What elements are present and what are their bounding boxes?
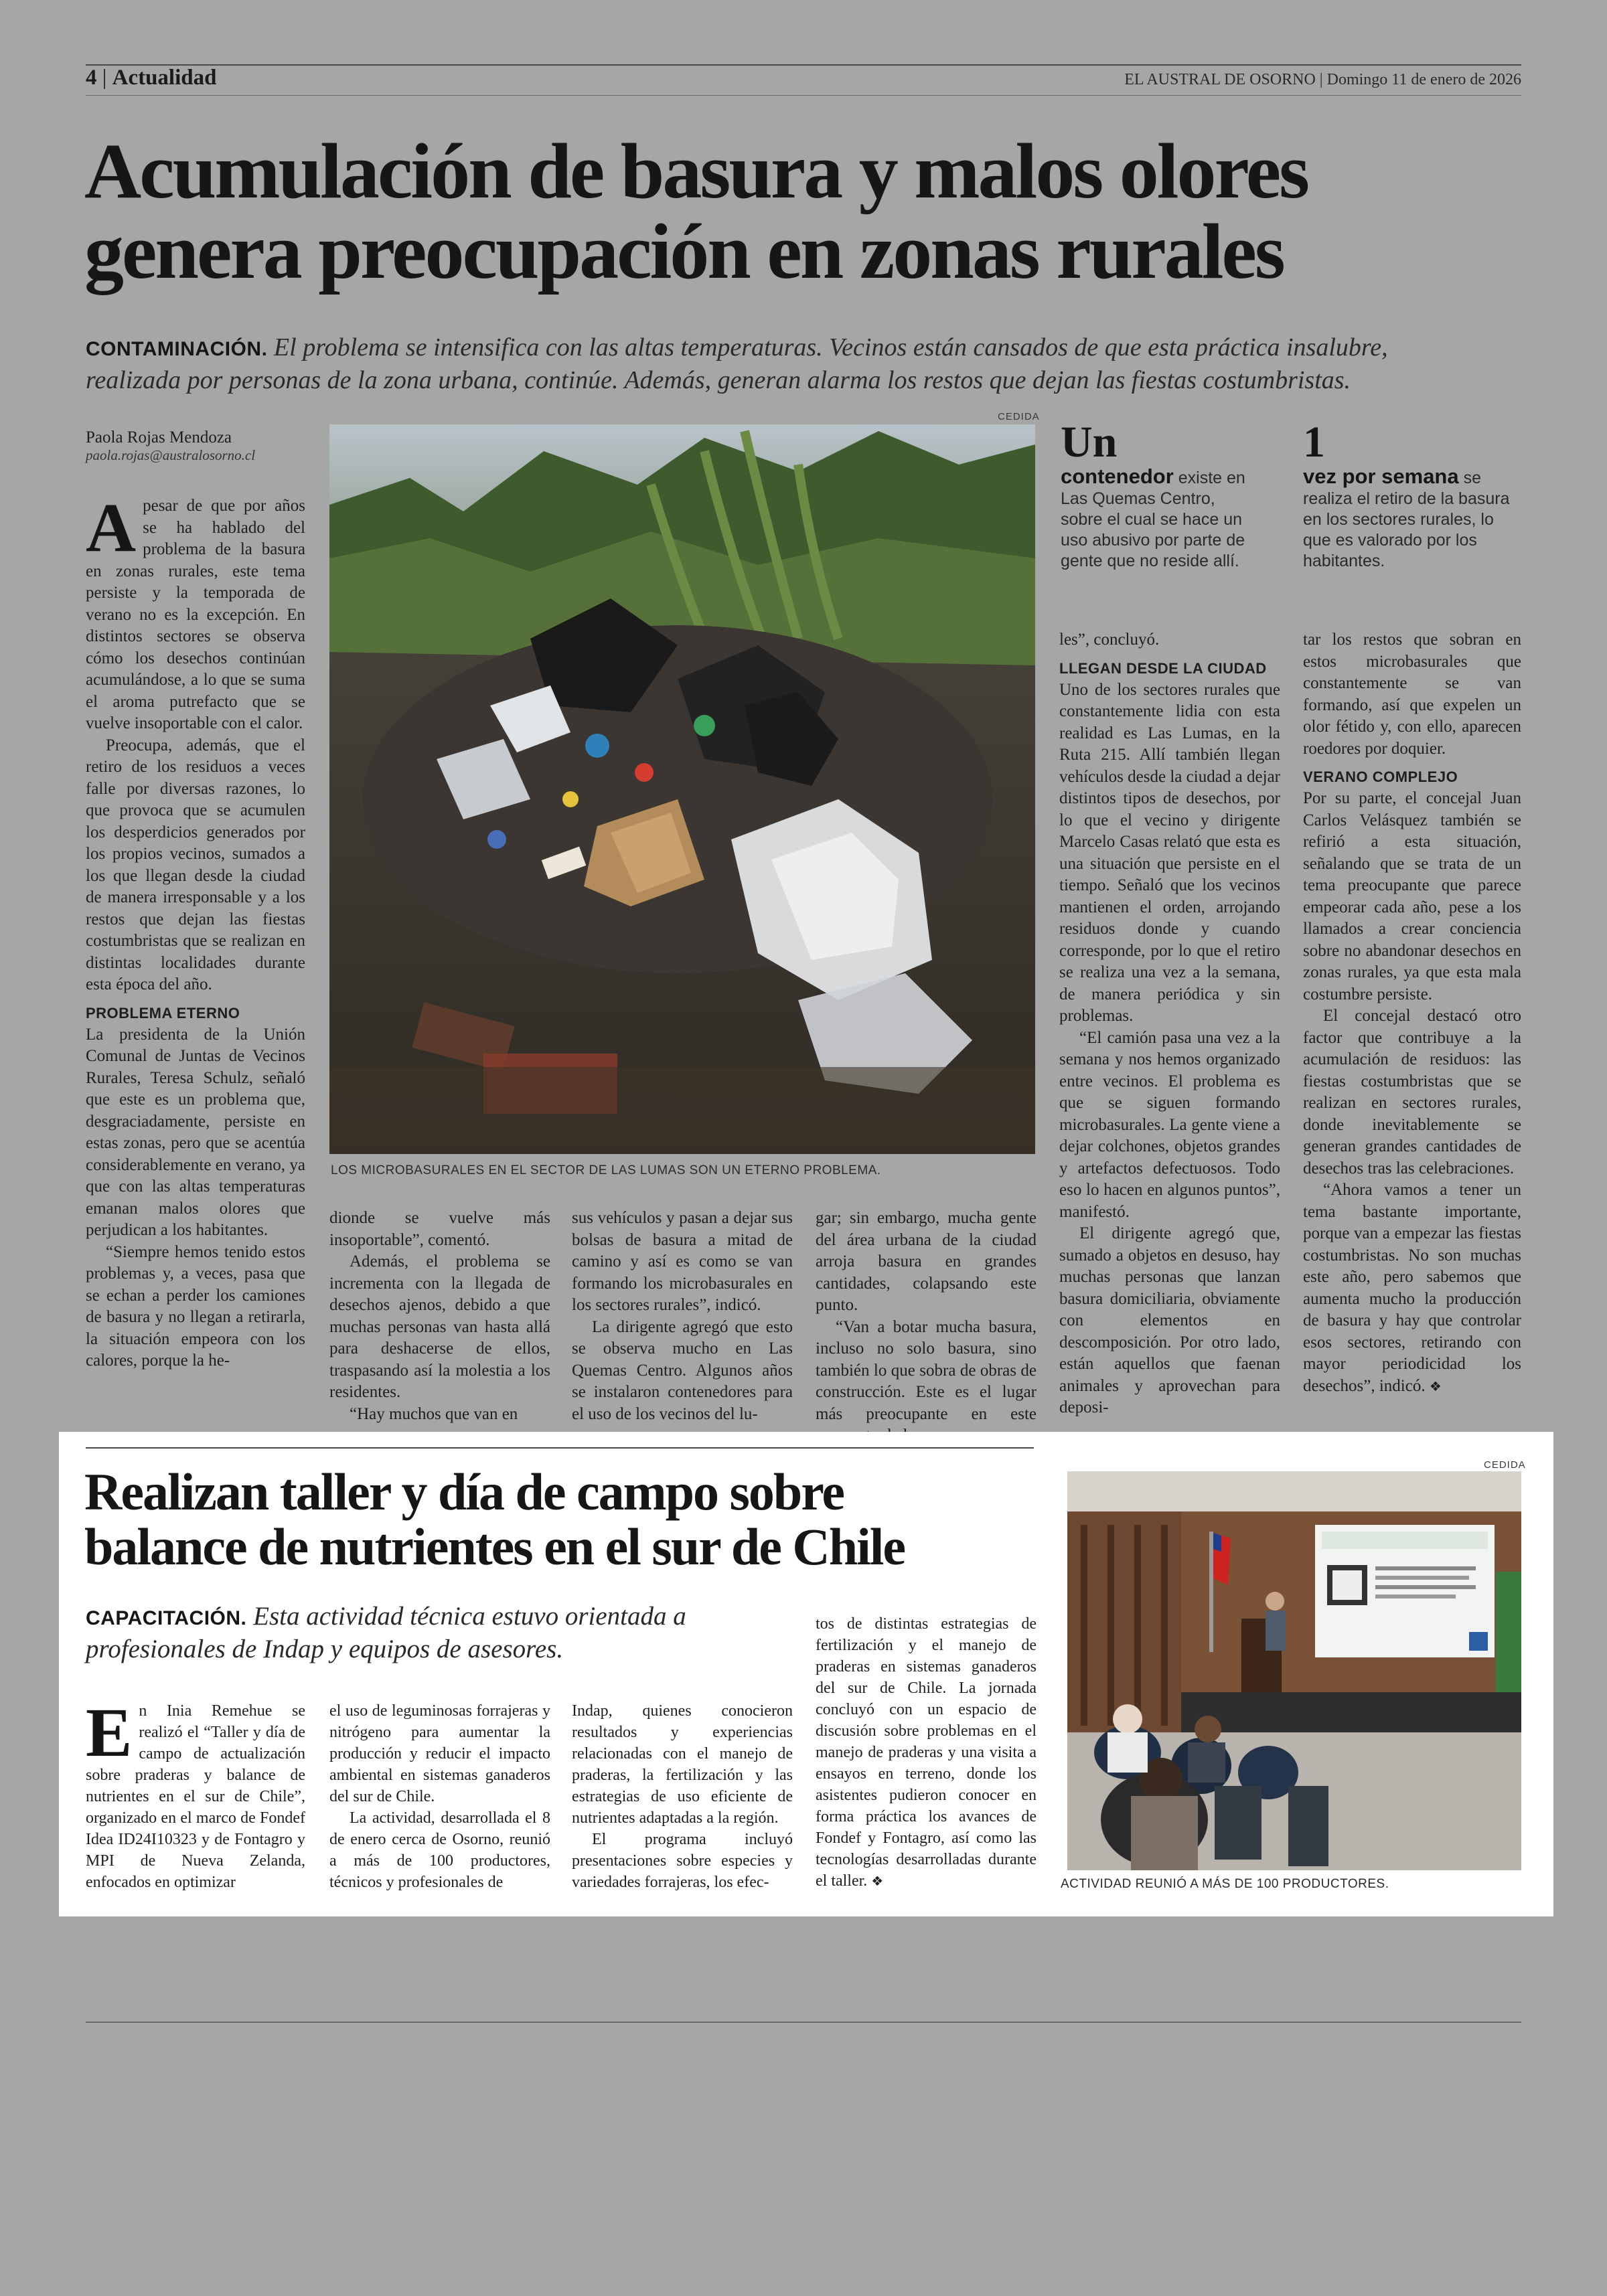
fact-box-1: [1061, 419, 1261, 572]
article1-col2-p1: dionde se vuelve más insoportable”, comentó.: [329, 1209, 550, 1249]
photo1-caption: LOS MICROBASURALES EN EL SECTOR DE LAS LUMAS SON UN ETERNO PROBLEMA.: [331, 1163, 881, 1177]
dropcap-e: E: [86, 1694, 133, 1771]
article2-headline-line2: balance de nutrientes en el sur de Chile: [84, 1518, 905, 1576]
end-mark-icon: ❖: [871, 1873, 884, 1889]
article2-col2-p2: La actividad, desarrollada el 8 de enero cerca de Osorno, reunió a más de 100 productores, técnicos y profesionales de: [329, 1809, 550, 1891]
workshop-photo-image: [1067, 1471, 1521, 1870]
dropcap-a: A: [86, 489, 137, 566]
article1-col5-p2: Uno de los sectores rurales que constantemente lidia con esta realidad es Las Lumas, en la Ruta 215. Allí también llegan vehículos desde la ciudad a dejar distintos tipos de desechos, por lo que el vecino y dirigente Marcelo Casas relató que esta es una situación que persiste en el tiempo. Señaló que los vecinos mantienen el orden, arrojando residuos donde y cuando corresponde, por lo que el retiro se realiza una vez a la semana, de manera periódica y sin problemas.: [1059, 680, 1280, 1025]
article2-headline: [84, 1465, 1035, 1574]
article2-col4-p1-text: tos de distintas estrategias de fertilización y el manejo de praderas en sistemas ganaderos del sur de Chile. La jornada concluyó con un espacio de discusión sobre problemas en el manejo de praderas y una visita a ensayos en terreno, donde los asistentes pudieron conocer en forma práctica los avances de Fondef y Fontagro, así como las tecnologías desarrolladas durante el taller.: [816, 1615, 1037, 1890]
end-mark-icon: ❖: [1429, 1378, 1442, 1394]
fact-box-2: [1303, 419, 1521, 572]
fact2-lead: vez por semana: [1303, 465, 1459, 488]
byline: [86, 428, 313, 464]
article1-col6-p3: El concejal destacó otro factor que contribuye a la acumulación de residuos: las fiestas costumbristas que se realizan en sectores rurales, donde inevitablemente se generan grandes cantidades de desechos tras las celebraciones.: [1303, 1007, 1521, 1177]
photo2-credit: CEDIDA: [1484, 1459, 1526, 1471]
page-folio: 4 | Actualidad: [86, 66, 217, 90]
author-email: paola.rojas@australosorno.cl: [86, 447, 256, 463]
article1-col5-p3: “El camión pasa una vez a la semana y nos hemos organizado entre vecinos. El problema es que se siguen formando microbasurales. La gente viene a dejar colchones, objetos grandes y artefactos defectuosos. Todo eso lo hacen en algunos puntos”, manifestó.: [1059, 1028, 1280, 1221]
article2-col1-p1-text: n Inia Remehue se realizó el “Taller y día de campo de actualización sobre praderas y balance de nutrientes en el sur de Chile”, organizado en el marco de Fondef Idea ID24I10323 y de Fontagro y MPI de Nueva Zelanda, enfocados en optimizar: [86, 1702, 305, 1891]
issue-date: Domingo 11 de enero de 2026: [1326, 71, 1521, 88]
fact1-body: existe en Las Quemas Centro, sobre el cual se hace un uso abusivo por parte de gente que no reside allí.: [1061, 469, 1245, 570]
newspaper-name: EL AUSTRAL DE OSORNO: [1124, 71, 1316, 88]
fact2-text: [1303, 466, 1521, 572]
article2-col1-p1: [86, 1694, 305, 1893]
article2-column-3: [572, 1700, 793, 1893]
garbage-photo: [329, 424, 1035, 1154]
article1-col5-p4: El dirigente agregó que, sumado a objetos en desuso, hay muchas personas que lanzan basura domiciliaria, obviamente con elementos en descomposición. Por otro lado, están aquellos que faenan animales y aprovechan para deposi-: [1059, 1224, 1280, 1416]
article1-col6-p2: Por su parte, el concejal Juan Carlos Velásquez también se refirió a esta situación, señalando que se trata de un tema preocupante que parece empeorar cada año, pese a los llamados a crear conciencia sobre no abandonar desechos en zonas rurales, ya que esta mala costumbre persiste.: [1303, 789, 1521, 1003]
article1-column-4: [816, 1208, 1037, 1447]
article1-column-5: [1059, 629, 1280, 1419]
article1-deck-text: El problema se intensifica con las altas temperaturas. Vecinos están cansados de que esta práctica insalubre, realizada por personas de la zona urbana, continúe. Además, generan alarma los restos que dejan las fiestas costumbristas.: [86, 333, 1388, 394]
article1-column-2: [329, 1208, 550, 1425]
article1-col6-p4: [1303, 1179, 1521, 1397]
article2-deck: [86, 1601, 789, 1665]
article1-col2-p2: Además, el problema se incrementa con la llegada de desechos ajenos, debido a que muchas personas van hasta allá para deshacerse de ellos, traspasando así la molestia a los residentes.: [329, 1252, 550, 1401]
garbage-photo-image: [329, 424, 1035, 1154]
article1-col5-p1: les”, concluyó.: [1059, 631, 1160, 649]
article1-col4-p2: “Van a botar mucha basura, incluso no solo basura, sino también lo que sobra de obras de construcción. Este es el lugar más preocupante en este: [816, 1317, 1037, 1423]
article2-top-rule: [86, 1447, 1034, 1449]
article1-kicker: CONTAMINACIÓN.: [86, 338, 268, 360]
article1-headline: [84, 127, 1531, 295]
subhead-llegan-desde-la-ciudad: LLEGAN DESDE LA CIUDAD: [1059, 659, 1267, 677]
workshop-photo: [1067, 1471, 1521, 1870]
article1-column-6: [1303, 629, 1521, 1397]
subhead-problema-eterno: PROBLEMA ETERNO: [86, 1004, 240, 1021]
author-name: Paola Rojas Mendoza: [86, 428, 232, 446]
fact1-lead: contenedor: [1061, 465, 1174, 488]
article2-column-1: [86, 1694, 305, 1893]
header-rule: [86, 95, 1521, 96]
subhead-verano-complejo: VERANO COMPLEJO: [1303, 768, 1458, 785]
page-number: 4: [86, 66, 97, 90]
article1-col3-p1: sus vehículos y pasan a dejar sus bolsas de basura a mitad de camino y así es como se van formando los microbasurales en los sectores rurales”, indicó.: [572, 1209, 793, 1314]
article1-column-1: [86, 489, 305, 1372]
article2-col2-p1: el uso de leguminosas forrajeras y nitrógeno para aumentar la producción y reducir el impacto ambiental en sistemas ganaderos del sur de Chile.: [329, 1702, 550, 1805]
article1-col1-p3: La presidenta de la Unión Comunal de Juntas de Vecinos Rurales, Teresa Schulz, señaló que este es un problema que, desgraciadamente, persiste en estas zonas, pero que se acentúa considerablemente en verano, ya que con las altas temperaturas emanan malos olores que perjudican a los habitantes.: [86, 1025, 305, 1239]
article2-column-2: [329, 1700, 550, 1893]
article2-column-4: [816, 1613, 1037, 1892]
top-rule: [86, 64, 1521, 66]
article1-col6-p4-text: “Ahora vamos a tener un tema bastante importante, porque van a empezar las fiestas costumbristas. No son muchas este año, pero sabemos que aumenta mucho la producción de basura y hay que controlar esos sectores, retirando con mayor periodicidad los desechos”, indicó.: [1303, 1181, 1521, 1395]
article1-col4-p1: gar; sin embargo, mucha gente del área urbana de la ciudad arroja basura en grandes cantidades, colapsando este punto.: [816, 1209, 1037, 1314]
fact1-number: Un: [1061, 418, 1118, 467]
article1-col1-p1-text: pesar de que por años se ha hablado del problema de la basura en zonas rurales, este tema persiste y la temporada de verano no es la excepción. En distintos sectores se observa cómo los desechos continúan acumulándose, a lo que se suma el aroma putrefacto que se vuelve insoportable con el calor.: [86, 497, 305, 732]
fact2-body: se realiza el retiro de la basura en los sectores rurales, lo que es valorado por los habitantes.: [1303, 469, 1510, 570]
article1-col2-p3: “Hay muchos que van en: [350, 1404, 518, 1423]
article1-col3-p2: La dirigente agregó que esto se observa mucho en Las Quemas Centro. Algunos años se instalaron contenedores para el uso de los vecinos del lu-: [572, 1317, 793, 1423]
photo2-caption: ACTIVIDAD REUNIÓ A MÁS DE 100 PRODUCTORES.: [1061, 1877, 1389, 1891]
article1-col1-p2: Preocupa, además, que el retiro de los residuos a veces falle por diversas razones, lo que provoca que se acumulen los desperdicios generados por los propios vecinos, sumados a los que llegan desde la ciudad de manera irresponsable y a los restos que dejan las fiestas costumbristas que se realizan en distintas localidades durante esta época del año.: [86, 736, 305, 993]
bottom-rule: [86, 2022, 1521, 2023]
article2-col3-p2: El programa incluyó presentaciones sobre especies y variedades forrajeras, los efec-: [572, 1831, 793, 1891]
article2-deck-text: Esta actividad técnica estuvo orientada a profesionales de Indap y equipos de asesores.: [86, 1602, 686, 1663]
article1-headline-line1: Acumulación de basura y malos olores: [84, 127, 1308, 215]
article2-kicker: CAPACITACIÓN.: [86, 1607, 247, 1629]
masthead: EL AUSTRAL DE OSORNO | Domingo 11 de enero de 2026: [1124, 71, 1521, 88]
article1-headline-line2: genera preocupación en zonas rurales: [84, 208, 1284, 295]
article2-col3-p1: Indap, quienes conocieron resultados y experiencias relacionadas con el manejo de praderas, la fertilización y las estrategias de uso eficiente de nutrientes adaptadas a la región.: [572, 1702, 793, 1827]
section-name: Actualidad: [112, 66, 217, 90]
article1-deck: [86, 332, 1478, 396]
article2-col4-p1: [816, 1613, 1037, 1892]
article1-column-3: [572, 1208, 793, 1425]
article1-col1-p1: [86, 489, 305, 735]
fact1-text: [1061, 466, 1261, 572]
article1-col1-p4: “Siempre hemos tenido estos problemas y, a veces, pasa que se echan a perder los camiones de basura y no llegan a retirarla, la situación empeora con los calores, porque la he-: [86, 1242, 305, 1370]
article2-headline-line1: Realizan taller y día de campo sobre: [84, 1463, 844, 1521]
photo1-credit: CEDIDA: [998, 411, 1040, 422]
fact2-number: 1: [1303, 418, 1325, 467]
article1-col6-p1: tar los restos que sobran en estos microbasurales que constantemente se van formando, así que expelen un olor fétido y, con ello, aparecen roedores por doquier.: [1303, 631, 1521, 758]
